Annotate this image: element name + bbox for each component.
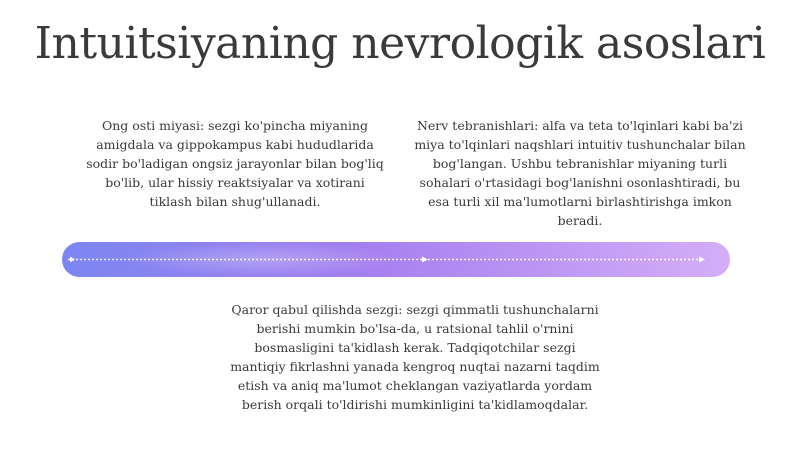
note-decision-making: Qaror qabul qilishda sezgi: sezgi qimmatli tushunchalarni berishi mumkin bo'lsa-da, u ratsional tahlil o'rnini bosmasligini ta'kidlash kerak. Tadqiqotchilar sezgi mantiqiy fikrlashni yanada kengroq nuqtai nazarni taqdim etish va aniq ma'lumot cheklangan vaziyatlarda yordam berish orqali to'ldirishi mumkinligini ta'kidlamoqdalar. (230, 302, 600, 412)
note-subconscious: Ong osti miyasi: sezgi ko'pincha miyaning amigdala va gippokampus kabi hududlarida sodir bo'ladigan ongsiz jarayonlar bilan bog'liq bo'lib, ular hissiy reaktsiyalar va xotirani tiklash bilan shug'ullanadi. (86, 118, 384, 209)
note-neural-oscillations: Nerv tebranishlari: alfa va teta to'lqinlari kabi ba'zi miya to'lqinlari naqshlari intuitiv tushunchalar bilan bog'langan. Ushbu tebranishlar miyaning turli sohalari o'rtasidagi bog'lanishni osonlashtiradi, bu esa turli xil ma'lumotlarni birlashtirishga imkon beradi. (414, 118, 746, 228)
timeline-bar (62, 242, 730, 277)
slide-title: Intuitsiyaning nevrologik asoslari (34, 18, 766, 69)
